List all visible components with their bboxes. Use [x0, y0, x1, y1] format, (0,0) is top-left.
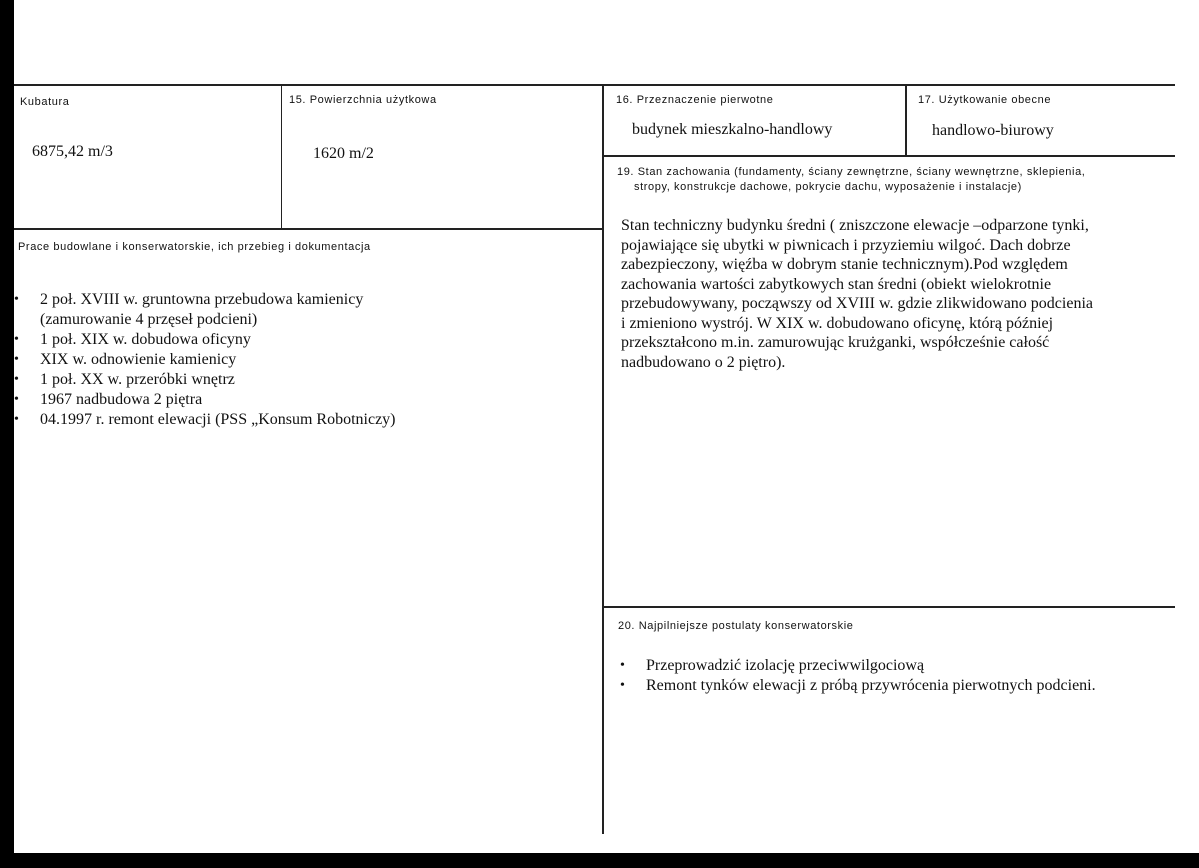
postulaty-list	[620, 656, 1180, 696]
prace-item-text: XIX w. odnowienie kamienicy	[40, 351, 237, 368]
prace-item	[14, 330, 574, 350]
top-rule	[14, 84, 1175, 86]
prace-item	[14, 410, 574, 430]
przeznaczenie-label: 16. Przeznaczenie pierwotne	[616, 94, 774, 106]
postulaty-item-text: Remont tynków elewacji z próbą przywrócenia pierwotnych podcieni.	[646, 677, 1096, 694]
stan-line: zachowania wartości zabytkowych stan średni (obiekt wielokrotnie	[621, 275, 1052, 293]
powierzchnia-label: 15. Powierzchnia użytkowa	[289, 94, 437, 106]
rule-right-top	[603, 155, 1175, 157]
prace-item-text: 1 poł. XX w. przeróbki wnętrz	[40, 371, 235, 388]
divider-col-1	[281, 86, 282, 228]
prace-item-text: 2 poł. XVIII w. gruntowna przebudowa kamienicy	[40, 291, 364, 308]
prace-item	[14, 370, 574, 390]
document-sheet	[14, 0, 1199, 853]
prace-item-text-cont: (zamurowanie 4 przęseł podcieni)	[40, 311, 258, 328]
stan-line: Stan techniczny budynku średni ( zniszczone elewacje –odparzone tynki,	[621, 217, 1089, 234]
prace-item	[14, 390, 574, 410]
stan-line: zabezpieczony, więźba w dobrym stanie technicznym).Pod względem	[621, 256, 1068, 273]
prace-label: Prace budowlane i konserwatorskie, ich przebieg i dokumentacja	[18, 241, 371, 253]
divider-col-3	[905, 86, 907, 156]
prace-item-text: 1967 nadbudowa 2 piętra	[40, 391, 203, 408]
postulaty-item-text: Przeprowadzić izolację przeciwwilgociową	[646, 657, 925, 674]
prace-item	[14, 350, 574, 370]
stan-line: i zmieniono wystrój. W XIX w. dobudowano oficynę, którą później	[621, 314, 1054, 332]
kubatura-value: 6875,42 m/3	[32, 143, 113, 160]
stan-line: nadbudowano o 2 piętro).	[621, 353, 786, 371]
uzytkowanie-label: 17. Użytkowanie obecne	[918, 94, 1052, 106]
stan-label-cont: stropy, konstrukcje dachowe, pokrycie dachu, wyposażenie i instalacje)	[634, 181, 1022, 193]
powierzchnia-value: 1620 m/2	[313, 145, 374, 162]
postulaty-label: 20. Najpilniejsze postulaty konserwatorskie	[618, 620, 854, 632]
kubatura-label: Kubatura	[20, 96, 70, 108]
stan-line: pojawiające się ubytki w piwnicach i przyziemiu wilgoć. Dach dobrze	[621, 236, 1071, 254]
postulaty-item	[620, 676, 1180, 696]
rule-left-mid	[14, 228, 603, 230]
stan-line: przebudowywany, począwszy od XVIII w. gdzie zlikwidowano podcienia	[621, 295, 1093, 312]
divider-col-main	[602, 86, 604, 834]
stan-line: przekształcono m.in. zamurowując krużganki, współcześnie całość	[621, 334, 1050, 351]
uzytkowanie-value: handlowo-biurowy	[932, 122, 1054, 139]
rule-right-bottom	[603, 606, 1175, 608]
prace-item-text: 04.1997 r. remont elewacji (PSS „Konsum Robotniczy)	[40, 411, 396, 428]
prace-list	[14, 290, 574, 430]
prace-item-text: 1 poł. XIX w. dobudowa oficyny	[40, 331, 251, 348]
prace-item	[14, 290, 574, 330]
przeznaczenie-value: budynek mieszkalno-handlowy	[632, 121, 833, 138]
stan-text	[621, 216, 1093, 372]
postulaty-item	[620, 656, 1180, 676]
stan-label: 19. Stan zachowania (fundamenty, ściany zewnętrzne, ściany wewnętrzne, sklepienia,	[617, 166, 1086, 178]
